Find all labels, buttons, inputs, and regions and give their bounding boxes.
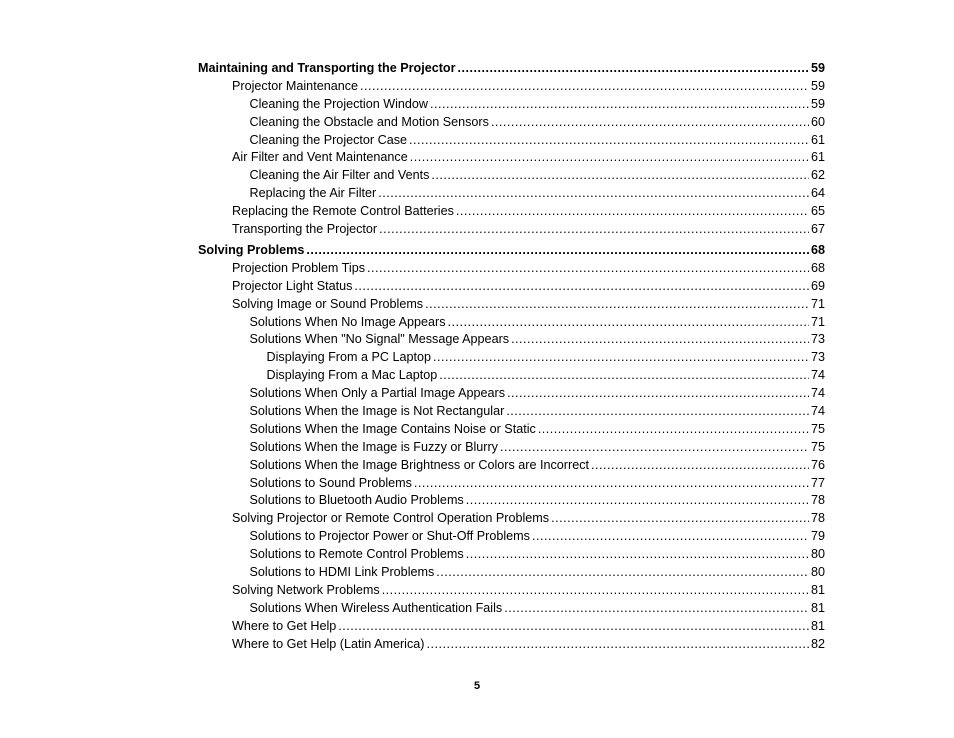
toc-chapter-entry[interactable]: [198, 60, 825, 78]
dot-leader: [538, 421, 809, 439]
toc-entry-title[interactable]: Solutions When the Image Brightness or Colors are Incorrect: [249, 457, 589, 472]
toc-entry-title[interactable]: Replacing the Air Filter: [249, 186, 377, 201]
toc-entry-title[interactable]: Solutions to Sound Problems: [249, 475, 412, 490]
toc-entry-page[interactable]: 68: [810, 260, 825, 275]
toc-entry-page[interactable]: 59: [810, 96, 825, 111]
toc-entry-page[interactable]: 81: [810, 618, 825, 633]
toc-entry-page[interactable]: 81: [810, 600, 825, 615]
toc-entry-title[interactable]: Solutions When "No Signal" Message Appears: [249, 332, 510, 347]
toc-entry-page[interactable]: 79: [810, 529, 825, 544]
toc-entry-title[interactable]: Solutions When Only a Partial Image Appears: [249, 386, 506, 401]
toc-entry-page[interactable]: 61: [810, 132, 825, 147]
dot-leader: [414, 475, 809, 493]
dot-leader: [382, 582, 809, 600]
dot-leader: [500, 439, 809, 457]
toc-entry-title[interactable]: Transporting the Projector: [232, 222, 378, 237]
toc-entry-page[interactable]: 60: [810, 114, 825, 129]
toc-entry-title[interactable]: Solutions When the Image is Fuzzy or Blurry: [249, 439, 498, 454]
toc-entry[interactable]: [198, 96, 825, 114]
toc-entry-page[interactable]: 71: [810, 296, 825, 311]
dot-leader: [491, 114, 809, 132]
toc-entry-title[interactable]: Solving Problems: [198, 243, 305, 257]
dot-leader: [379, 221, 809, 239]
toc-entry-title[interactable]: Air Filter and Vent Maintenance: [232, 150, 408, 165]
toc-entry-page[interactable]: 82: [810, 636, 825, 651]
toc-entry[interactable]: [198, 564, 825, 582]
toc-entry-page[interactable]: 61: [810, 150, 825, 165]
dot-leader: [425, 296, 809, 314]
dot-leader: [551, 510, 809, 528]
toc-entry[interactable]: [198, 296, 825, 314]
dot-leader: [506, 403, 809, 421]
toc-entry-page[interactable]: 80: [810, 547, 825, 562]
toc-entry-title[interactable]: Solutions to Projector Power or Shut-Off Problems: [249, 529, 530, 544]
toc-entry-title[interactable]: Projection Problem Tips: [232, 260, 365, 275]
dot-leader: [591, 457, 809, 475]
toc-entry[interactable]: [198, 221, 825, 239]
toc-entry-title[interactable]: Displaying From a Mac Laptop: [266, 368, 438, 383]
toc-entry[interactable]: [198, 618, 825, 636]
toc-entry[interactable]: [198, 528, 825, 546]
toc-entry-title[interactable]: Solutions to Remote Control Problems: [249, 547, 464, 562]
toc-entry[interactable]: [198, 185, 825, 203]
toc-entry-page[interactable]: 73: [810, 332, 825, 347]
toc-entry[interactable]: [198, 78, 825, 96]
dot-leader: [426, 636, 809, 654]
toc-entry-page[interactable]: 69: [810, 278, 825, 293]
toc-entry[interactable]: [198, 114, 825, 132]
toc-entry-page[interactable]: 80: [810, 565, 825, 580]
dot-leader: [409, 132, 809, 150]
dot-leader: [466, 492, 809, 510]
toc-entry-page[interactable]: 65: [810, 204, 825, 219]
toc-entry-title[interactable]: Solutions When Wireless Authentication Fails: [249, 600, 503, 615]
dot-leader: [466, 546, 809, 564]
dot-leader: [367, 260, 809, 278]
toc-entry-page[interactable]: 78: [810, 511, 825, 526]
toc-entry-page[interactable]: 75: [810, 421, 825, 436]
dot-leader: [504, 600, 809, 618]
toc-entry-page[interactable]: 71: [810, 314, 825, 329]
dot-leader: [360, 78, 809, 96]
dot-leader: [354, 278, 809, 296]
toc-entry[interactable]: [198, 546, 825, 564]
toc-entry[interactable]: [198, 636, 825, 654]
dot-leader: [436, 564, 809, 582]
toc-entry-page[interactable]: 59: [810, 78, 825, 93]
toc-entry[interactable]: [198, 510, 825, 528]
toc-entry-page[interactable]: 76: [810, 457, 825, 472]
toc-entry[interactable]: [198, 439, 825, 457]
dot-leader: [507, 385, 809, 403]
dot-leader: [458, 60, 809, 78]
toc-entry[interactable]: [198, 403, 825, 421]
toc-entry-page[interactable]: 68: [810, 243, 825, 257]
toc-entry-title[interactable]: Solutions When No Image Appears: [249, 314, 446, 329]
toc-entry-title[interactable]: Cleaning the Air Filter and Vents: [249, 168, 430, 183]
toc-entry-title[interactable]: Maintaining and Transporting the Projector: [198, 61, 456, 75]
toc-entry-title[interactable]: Where to Get Help: [232, 618, 337, 633]
toc-entry[interactable]: [198, 132, 825, 150]
toc-entry-page[interactable]: 77: [810, 475, 825, 490]
toc-entry-title[interactable]: Projector Maintenance: [232, 78, 359, 93]
dot-leader: [338, 618, 809, 636]
toc-entry-page[interactable]: 64: [810, 186, 825, 201]
toc-entry-page[interactable]: 74: [810, 404, 825, 419]
toc-entry-title[interactable]: Cleaning the Obstacle and Motion Sensors: [249, 114, 489, 129]
toc-entry-page[interactable]: 73: [810, 350, 825, 365]
toc-entry-title[interactable]: Solving Image or Sound Problems: [232, 296, 424, 311]
toc-entry[interactable]: [198, 457, 825, 475]
toc-entry-page[interactable]: 78: [810, 493, 825, 508]
toc-chapter-entry[interactable]: [198, 242, 825, 260]
dot-leader: [456, 203, 809, 221]
toc-entry[interactable]: [198, 314, 825, 332]
toc-entry[interactable]: [198, 475, 825, 493]
toc-entry[interactable]: [198, 331, 825, 349]
dot-leader: [431, 167, 809, 185]
toc-entry[interactable]: [198, 367, 825, 385]
dot-leader: [433, 349, 809, 367]
dot-leader: [430, 96, 809, 114]
toc-entry-page[interactable]: 74: [810, 368, 825, 383]
toc-entry-title[interactable]: Solutions to HDMI Link Problems: [249, 565, 435, 580]
toc-entry[interactable]: [198, 385, 825, 403]
toc-entry-title[interactable]: Solving Projector or Remote Control Operation Problems: [232, 511, 550, 526]
dot-leader: [448, 314, 809, 332]
dot-leader: [306, 242, 809, 260]
toc-entry-title[interactable]: Where to Get Help (Latin America): [232, 636, 425, 651]
toc-entry-title[interactable]: Solutions When the Image Contains Noise or Static: [249, 421, 536, 436]
dot-leader: [532, 528, 809, 546]
toc-entry-page[interactable]: 75: [810, 439, 825, 454]
toc-entry-title[interactable]: Solutions to Bluetooth Audio Problems: [249, 493, 464, 508]
toc-entry[interactable]: [198, 582, 825, 600]
toc-entry-page[interactable]: 74: [810, 386, 825, 401]
toc-entry[interactable]: [198, 149, 825, 167]
toc-entry-title[interactable]: Cleaning the Projection Window: [249, 96, 429, 111]
toc-entry[interactable]: [198, 421, 825, 439]
dot-leader: [410, 149, 809, 167]
toc-entry-title[interactable]: Solutions When the Image is Not Rectangular: [249, 404, 505, 419]
page-number: 5: [473, 680, 481, 692]
dot-leader: [378, 185, 809, 203]
dot-leader: [511, 331, 809, 349]
toc-entry[interactable]: [198, 203, 825, 221]
toc-entry-title[interactable]: Displaying From a PC Laptop: [266, 350, 431, 365]
toc-entry-title[interactable]: Cleaning the Projector Case: [249, 132, 408, 147]
toc-entry[interactable]: [198, 600, 825, 618]
toc-entry-page[interactable]: 81: [810, 582, 825, 597]
toc-entry-title[interactable]: Solving Network Problems: [232, 582, 380, 597]
toc-entry[interactable]: [198, 260, 825, 278]
toc-entry-page[interactable]: 59: [810, 61, 825, 75]
toc-entry-title[interactable]: Replacing the Remote Control Batteries: [232, 204, 454, 219]
toc-entry[interactable]: [198, 167, 825, 185]
toc-entry-page[interactable]: 67: [810, 222, 825, 237]
toc-entry-page[interactable]: 62: [810, 168, 825, 183]
toc-entry[interactable]: [198, 349, 825, 367]
toc-entry-title[interactable]: Projector Light Status: [232, 278, 353, 293]
table-of-contents: [198, 60, 825, 653]
toc-entry[interactable]: [198, 278, 825, 296]
dot-leader: [439, 367, 809, 385]
toc-entry[interactable]: [198, 492, 825, 510]
